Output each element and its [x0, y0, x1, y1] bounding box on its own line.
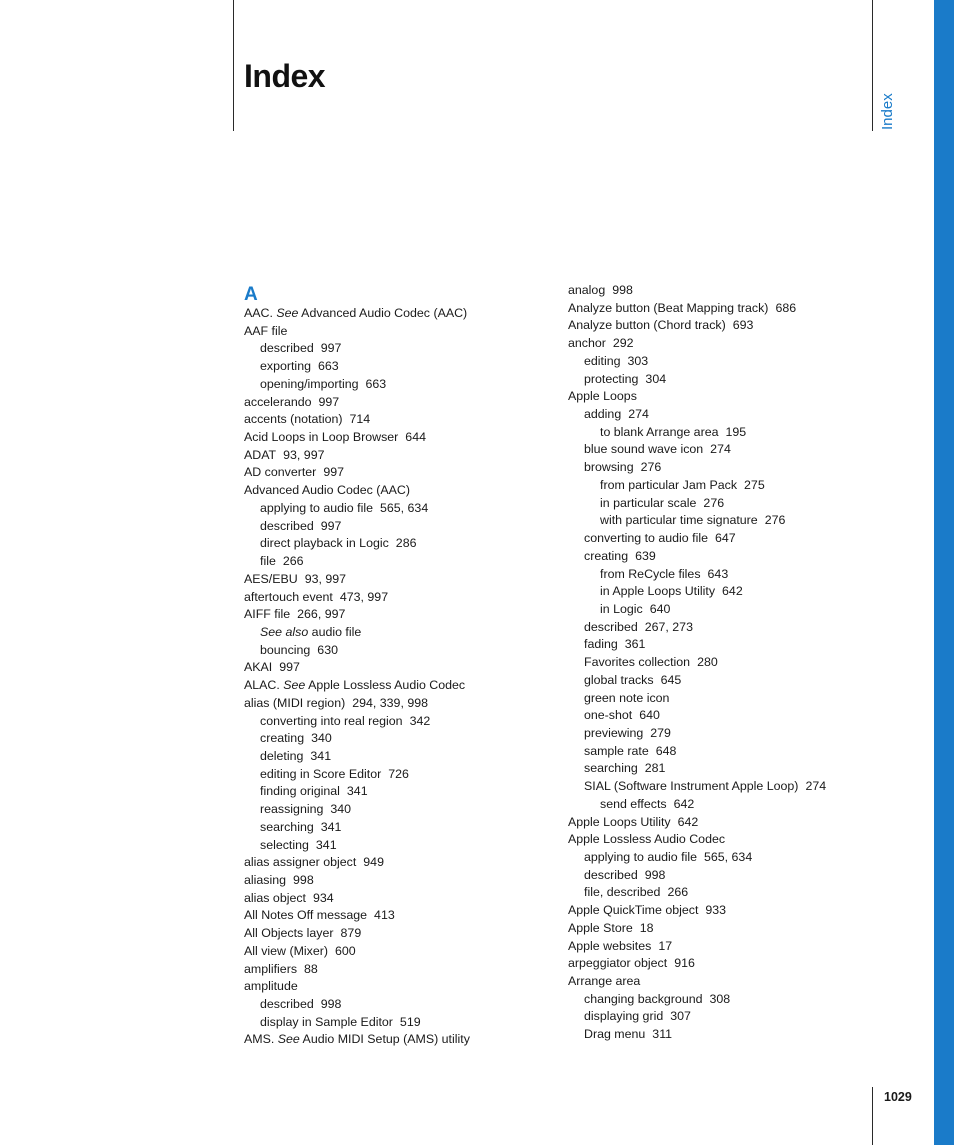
entry-term: alias (MIDI region)	[244, 695, 346, 710]
entry-page-numbers: 280	[697, 655, 718, 670]
entry-page-numbers: 630	[317, 642, 338, 657]
index-entry	[568, 282, 868, 300]
index-entry	[244, 642, 562, 660]
entry-page-numbers: 303	[627, 353, 649, 368]
entry-term: aliasing	[244, 873, 287, 887]
entry-page-numbers: 565, 634	[379, 500, 429, 515]
index-entry	[244, 695, 562, 713]
entry-term: green note icon	[584, 690, 670, 705]
index-entry	[568, 902, 868, 920]
entry-page-numbers: 93, 997	[304, 571, 347, 586]
index-entry	[244, 783, 562, 801]
entry-page-numbers: 341	[346, 784, 368, 799]
entry-term: described	[584, 867, 638, 882]
entry-page-numbers: 998	[320, 997, 342, 1012]
entry-page-numbers: 294, 339, 998	[352, 695, 429, 710]
entry-page-numbers: 276	[703, 495, 725, 510]
entry-term: Apple Loops	[568, 389, 637, 404]
entry-term: from ReCycle files	[600, 566, 701, 581]
folio-rule	[872, 1087, 873, 1145]
entry-term: anchor	[568, 336, 606, 351]
entry-page-numbers: 308	[709, 991, 731, 1006]
entry-term: AAF file	[244, 323, 288, 338]
entry-term: AKAI	[244, 660, 273, 675]
index-entry	[244, 659, 562, 677]
index-entry	[244, 323, 562, 341]
entry-text: AMS.	[244, 1032, 278, 1047]
entry-term: arpeggiator object	[568, 956, 668, 971]
entry-term: editing in Score Editor	[260, 766, 382, 781]
index-entry	[568, 548, 868, 566]
entry-term: Favorites collection	[584, 655, 691, 670]
page-title: Index	[244, 58, 326, 94]
entry-term: deleting	[260, 748, 304, 763]
entry-page-numbers: 663	[317, 359, 339, 374]
index-entry	[568, 583, 868, 601]
entry-page-numbers: 643	[707, 566, 729, 581]
index-entries-column-1	[244, 305, 562, 1049]
index-entry	[568, 707, 868, 725]
entry-page-numbers: 998	[644, 867, 666, 882]
index-entry	[244, 996, 562, 1014]
entry-term: Drag menu	[584, 1027, 646, 1042]
index-entry	[568, 1026, 868, 1044]
index-entry	[568, 477, 868, 495]
index-entries-column-2	[568, 282, 868, 1044]
index-entry	[244, 482, 562, 500]
entry-term: searching	[584, 761, 638, 776]
entry-term: amplifiers	[244, 961, 298, 976]
index-entry	[244, 925, 562, 943]
entry-page-numbers: 266	[282, 554, 304, 569]
entry-page-numbers: 340	[311, 731, 332, 746]
entry-term: Apple websites	[568, 938, 652, 953]
entry-term: SIAL (Software Instrument Apple Loop)	[584, 779, 799, 794]
index-entry	[568, 601, 868, 619]
entry-page-numbers: 307	[670, 1009, 691, 1024]
entry-term: applying to audio file	[584, 850, 697, 864]
entry-page-numbers: 93, 997	[283, 447, 325, 462]
entry-page-numbers: 686	[775, 300, 797, 315]
entry-page-numbers: 642	[722, 584, 743, 599]
entry-page-numbers: 639	[635, 548, 656, 563]
entry-term: applying to audio file	[260, 500, 373, 515]
chapter-side-tab	[934, 0, 954, 1145]
entry-page-numbers: 640	[639, 708, 660, 723]
entry-term: bouncing	[260, 642, 311, 657]
entry-term: Apple Lossless Audio Codec	[568, 832, 726, 847]
entry-page-numbers: 934	[313, 890, 334, 905]
index-entry	[244, 961, 562, 979]
index-entry	[568, 317, 868, 335]
entry-page-numbers: 281	[644, 761, 666, 776]
entry-term: described	[260, 341, 314, 356]
entry-page-numbers: 644	[405, 430, 426, 445]
entry-page-numbers: 286	[395, 536, 417, 551]
index-entry	[568, 991, 868, 1009]
entry-page-numbers: 949	[363, 855, 384, 870]
entry-page-numbers: 998	[293, 873, 314, 887]
index-entry	[568, 778, 868, 796]
entry-term: analog	[568, 283, 606, 297]
entry-term: converting into real region	[260, 713, 403, 728]
cross-reference-keyword: See also	[260, 624, 309, 639]
index-entry	[568, 441, 868, 459]
entry-page-numbers: 998	[612, 283, 633, 297]
index-entry	[244, 907, 562, 925]
entry-term: previewing	[584, 725, 644, 740]
entry-page-numbers: 279	[650, 725, 671, 740]
entry-text: Audio MIDI Setup (AMS) utility	[299, 1032, 470, 1047]
index-entry	[244, 535, 562, 553]
entry-page-numbers: 997	[279, 660, 300, 675]
entry-term: blue sound wave icon	[584, 442, 704, 457]
entry-page-numbers: 266	[667, 885, 689, 900]
index-entry	[244, 500, 562, 518]
entry-term: alias object	[244, 890, 306, 905]
cross-reference-keyword: See	[283, 678, 306, 693]
entry-term: accents (notation)	[244, 412, 343, 427]
entry-term: global tracks	[584, 672, 654, 687]
entry-term: from particular Jam Pack	[600, 477, 738, 492]
index-entry	[568, 353, 868, 371]
index-entry	[568, 690, 868, 708]
entry-term: display in Sample Editor	[260, 1014, 393, 1029]
index-entry	[568, 867, 868, 885]
index-entry	[568, 654, 868, 672]
index-entry	[568, 495, 868, 513]
entry-term: direct playback in Logic	[260, 536, 389, 551]
entry-page-numbers: 916	[674, 956, 695, 971]
entry-term: Arrange area	[568, 974, 641, 989]
entry-page-numbers: 997	[320, 341, 342, 356]
index-entry	[568, 636, 868, 654]
entry-text: Advanced Audio Codec (AAC)	[298, 306, 468, 320]
entry-term: amplitude	[244, 979, 298, 994]
index-letter-heading: A	[244, 284, 258, 305]
index-entry	[244, 358, 562, 376]
entry-term: exporting	[260, 359, 311, 374]
entry-term: All view (Mixer)	[244, 943, 328, 958]
index-entry	[568, 371, 868, 389]
entry-term: adding	[584, 407, 622, 422]
header-rule-left	[233, 0, 234, 131]
index-entry	[568, 566, 868, 584]
index-entry	[568, 955, 868, 973]
entry-page-numbers: 342	[409, 713, 431, 728]
entry-term: creating	[260, 731, 305, 746]
entry-term: Apple QuickTime object	[568, 903, 699, 918]
index-entry	[244, 943, 562, 961]
entry-term: Acid Loops in Loop Browser	[244, 430, 399, 445]
entry-term: displaying grid	[584, 1009, 664, 1024]
entry-term: alias assigner object	[244, 855, 357, 870]
entry-page-numbers: 879	[340, 926, 362, 941]
entry-page-numbers: 663	[365, 376, 387, 391]
entry-page-numbers: 274	[710, 442, 731, 457]
index-entry	[568, 849, 868, 867]
entry-page-numbers: 997	[323, 465, 344, 480]
index-entry	[244, 1031, 562, 1049]
entry-term: AES/EBU	[244, 571, 298, 586]
index-entry	[568, 973, 868, 991]
index-entry	[568, 743, 868, 761]
index-entry	[568, 388, 868, 406]
index-entry	[244, 801, 562, 819]
index-entry	[244, 766, 562, 784]
entry-page-numbers: 195	[725, 424, 747, 439]
entry-term: fading	[584, 637, 618, 652]
entry-page-numbers: 275	[744, 477, 765, 492]
entry-page-numbers: 340	[330, 802, 352, 817]
entry-page-numbers: 933	[705, 903, 727, 918]
index-entry	[244, 713, 562, 731]
index-entry	[568, 335, 868, 353]
entry-term: described	[260, 518, 314, 533]
entry-term: file	[260, 554, 276, 569]
entry-term: changing background	[584, 991, 703, 1006]
entry-term: All Objects layer	[244, 926, 334, 941]
index-entry	[244, 624, 562, 642]
entry-term: AIFF file	[244, 607, 291, 622]
entry-text: AAC.	[244, 306, 277, 320]
entry-page-numbers: 642	[673, 796, 695, 811]
entry-page-numbers: 473, 997	[339, 589, 389, 604]
index-entry	[244, 394, 562, 412]
index-entry	[244, 376, 562, 394]
entry-page-numbers: 267, 273	[644, 619, 693, 634]
entry-term: in Logic	[600, 601, 643, 616]
index-entry	[244, 518, 562, 536]
index-entry	[568, 406, 868, 424]
index-entry	[244, 305, 562, 323]
index-entry	[244, 589, 562, 607]
entry-page-numbers: 304	[645, 371, 667, 386]
index-column-2	[568, 282, 868, 1044]
entry-term: browsing	[584, 460, 634, 475]
entry-term: searching	[260, 819, 314, 834]
cross-reference-keyword: See	[277, 1032, 300, 1047]
entry-term: Analyze button (Beat Mapping track)	[568, 300, 769, 315]
entry-term: opening/importing	[260, 376, 359, 391]
entry-page-numbers: 276	[764, 513, 786, 528]
entry-page-numbers: 274	[805, 779, 827, 794]
entry-page-numbers: 341	[315, 837, 337, 852]
entry-term: to blank Arrange area	[600, 424, 719, 439]
index-entry	[568, 512, 868, 530]
entry-page-numbers: 88	[304, 961, 318, 976]
page-number: 1029	[884, 1090, 912, 1104]
index-entry	[244, 854, 562, 872]
entry-term: editing	[584, 353, 621, 368]
entry-text: Apple Lossless Audio Codec	[305, 678, 466, 693]
index-entry	[244, 730, 562, 748]
entry-term: reassigning	[260, 802, 324, 817]
index-entry	[244, 606, 562, 624]
chapter-side-label: Index	[879, 93, 896, 130]
entry-page-numbers: 648	[655, 743, 677, 758]
entry-term: described	[584, 619, 638, 634]
entry-term: file, described	[584, 885, 661, 900]
index-entry	[568, 920, 868, 938]
entry-term: creating	[584, 548, 629, 563]
entry-page-numbers: 361	[624, 637, 646, 652]
index-entry	[568, 884, 868, 902]
entry-page-numbers: 600	[334, 943, 356, 958]
index-entry	[568, 725, 868, 743]
entry-term: Analyze button (Chord track)	[568, 318, 726, 333]
entry-term: Apple Loops Utility	[568, 814, 671, 829]
entry-page-numbers: 642	[677, 814, 699, 829]
entry-page-numbers: 997	[320, 518, 342, 533]
entry-term: aftertouch event	[244, 589, 333, 604]
entry-page-numbers: 645	[660, 672, 682, 687]
entry-page-numbers: 714	[349, 412, 371, 427]
index-entry	[244, 1014, 562, 1032]
entry-term: accelerando	[244, 394, 312, 409]
entry-term: finding original	[260, 784, 340, 799]
entry-page-numbers: 640	[649, 601, 671, 616]
entry-page-numbers: 565, 634	[703, 850, 753, 864]
index-entry	[568, 459, 868, 477]
index-entry	[244, 553, 562, 571]
entry-term: ADAT	[244, 447, 277, 462]
entry-page-numbers: 311	[652, 1027, 673, 1042]
index-entry	[568, 1008, 868, 1026]
entry-page-numbers: 18	[639, 920, 654, 935]
cross-reference-keyword: See	[276, 306, 299, 320]
index-entry	[568, 530, 868, 548]
entry-term: All Notes Off message	[244, 908, 368, 923]
index-entry	[244, 464, 562, 482]
entry-page-numbers: 997	[318, 394, 340, 409]
entry-term: converting to audio file	[584, 531, 708, 546]
index-column-1	[244, 282, 562, 1049]
entry-page-numbers: 276	[640, 460, 662, 475]
entry-term: send effects	[600, 796, 667, 811]
entry-page-numbers: 274	[628, 407, 649, 422]
index-entry	[244, 748, 562, 766]
index-entry	[244, 837, 562, 855]
header-rule-right	[872, 0, 873, 131]
index-entry	[568, 814, 868, 832]
index-entry	[244, 571, 562, 589]
index-entry	[244, 978, 562, 996]
entry-page-numbers: 726	[388, 766, 409, 781]
index-entry	[244, 447, 562, 465]
entry-term: selecting	[260, 837, 309, 852]
entry-term: one-shot	[584, 708, 633, 723]
entry-term: AD converter	[244, 465, 317, 480]
entry-page-numbers: 519	[399, 1014, 421, 1029]
index-entry	[244, 872, 562, 890]
entry-page-numbers: 17	[658, 938, 673, 953]
index-entry	[568, 300, 868, 318]
index-entry	[568, 796, 868, 814]
entry-page-numbers: 693	[732, 318, 754, 333]
entry-page-numbers: 341	[320, 819, 342, 834]
entry-page-numbers: 292	[612, 336, 634, 351]
index-entry	[568, 760, 868, 778]
entry-page-numbers: 647	[715, 531, 736, 546]
entry-term: in Apple Loops Utility	[600, 584, 716, 599]
index-entry	[568, 619, 868, 637]
index-entry	[568, 672, 868, 690]
index-entry	[244, 429, 562, 447]
entry-term: sample rate	[584, 743, 649, 758]
entry-page-numbers: 413	[374, 908, 395, 923]
index-entry	[568, 831, 868, 849]
entry-term: Advanced Audio Codec (AAC)	[244, 483, 410, 498]
index-entry	[568, 424, 868, 442]
index-entry	[568, 938, 868, 956]
entry-term: with particular time signature	[600, 513, 758, 528]
entry-page-numbers: 266, 997	[297, 607, 346, 622]
index-entry	[244, 677, 562, 695]
entry-term: in particular scale	[600, 495, 697, 510]
index-entry	[244, 819, 562, 837]
entry-text: audio file	[308, 624, 362, 639]
index-entry	[244, 411, 562, 429]
entry-term: Apple Store	[568, 920, 633, 935]
entry-page-numbers: 341	[310, 748, 332, 763]
entry-term: described	[260, 997, 314, 1012]
index-entry	[244, 890, 562, 908]
index-entry	[244, 340, 562, 358]
entry-text: ALAC.	[244, 678, 284, 693]
entry-term: protecting	[584, 371, 639, 386]
